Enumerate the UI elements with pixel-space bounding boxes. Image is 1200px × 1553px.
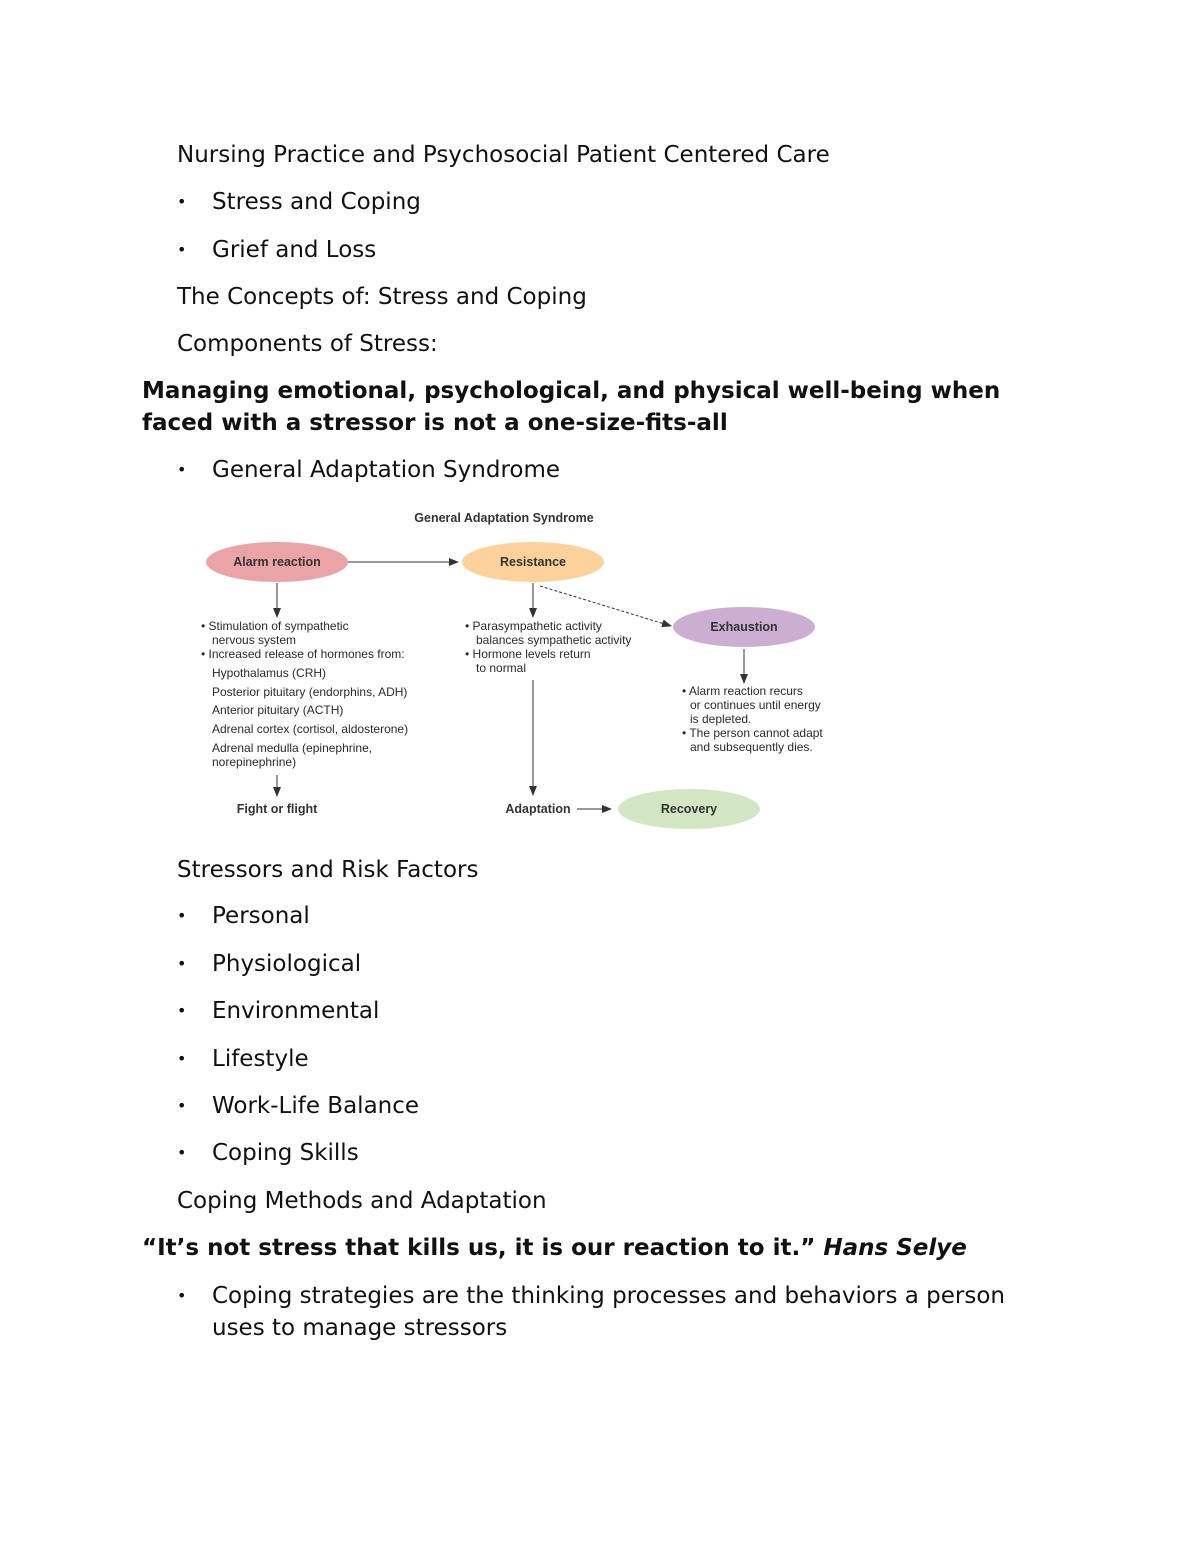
exhaustion-note-line: • The person cannot adapt (682, 726, 823, 740)
stressors-heading: Stressors and Risk Factors (177, 857, 479, 883)
gas-diagram (190, 500, 850, 840)
selye-quote (142, 1232, 1042, 1264)
alarm-note-line: nervous system (212, 633, 297, 647)
concepts-heading: The Concepts of: Stress and Coping (177, 284, 587, 310)
exhaustion-note-line: is depleted. (690, 712, 752, 726)
diagram-title: General Adaptation Syndrome (414, 511, 594, 525)
alarm-note-line: Anterior pituitary (ACTH) (212, 703, 344, 717)
resistance-note-line: • Hormone levels return (465, 647, 591, 661)
bullet-icon: • (177, 1286, 187, 1305)
stressor-item: Personal (212, 903, 310, 929)
alarm-note-line: • Stimulation of sympathetic (201, 619, 349, 633)
stressor-item: Coping Skills (212, 1140, 359, 1166)
stressor-item: Lifestyle (212, 1046, 309, 1072)
bullet-icon: • (177, 192, 187, 211)
coping-definition: Coping strategies are the thinking processes and behaviors a person uses to manage stressors (212, 1283, 1005, 1341)
bullet-icon: • (177, 906, 187, 925)
fight-or-flight-label: Fight or flight (236, 802, 318, 816)
alarm-note-line: norepinephrine) (212, 755, 297, 769)
exhaustion-label: Exhaustion (710, 620, 778, 634)
resistance-note-line: • Parasympathetic activity (465, 619, 602, 633)
alarm-note-line: Posterior pituitary (endorphins, ADH) (212, 685, 408, 699)
topic-item: Grief and Loss (212, 237, 377, 263)
bullet-icon: • (177, 460, 187, 479)
topic-item: Stress and Coping (212, 189, 421, 215)
components-heading: Components of Stress: (177, 331, 438, 357)
stressor-item: Physiological (212, 951, 362, 977)
coping-heading: Coping Methods and Adaptation (177, 1188, 547, 1214)
page-title: Nursing Practice and Psychosocial Patient Centered Care (177, 142, 830, 168)
quote-text: “It’s not stress that kills us, it is our reaction to it.” (142, 1235, 816, 1261)
quote-author: Hans Selye (823, 1235, 967, 1261)
bullet-icon: • (177, 240, 187, 259)
exhaustion-note-line: • Alarm reaction recurs (682, 684, 803, 698)
bullet-icon: • (177, 954, 187, 973)
bullet-icon: • (177, 1143, 187, 1162)
resistance-note-line: balances sympathetic activity (476, 633, 632, 647)
stressor-item: Work-Life Balance (212, 1093, 420, 1119)
alarm-note-line: Adrenal cortex (cortisol, aldosterone) (212, 722, 409, 736)
adaptation-label: Adaptation (505, 802, 571, 816)
alarm-reaction-label: Alarm reaction (233, 555, 321, 569)
stressor-item: Environmental (212, 998, 380, 1024)
gas-bullet: General Adaptation Syndrome (212, 457, 561, 483)
resistance-label: Resistance (499, 555, 567, 569)
exhaustion-note-line: or continues until energy (690, 698, 821, 712)
bullet-icon: • (177, 1096, 187, 1115)
bullet-icon: • (177, 1049, 187, 1068)
recovery-label: Recovery (660, 802, 718, 816)
bullet-icon: • (177, 1001, 187, 1020)
alarm-note-line: • Increased release of hormones from: (201, 647, 405, 661)
alarm-note-line: Hypothalamus (CRH) (212, 666, 327, 680)
alarm-note-line: Adrenal medulla (epinephrine, (212, 741, 373, 755)
resistance-note-line: to normal (476, 661, 527, 675)
emphasis-statement: Managing emotional, psychological, and physical well-being when faced with a stressor is not a one-size-fits-all (142, 378, 1001, 436)
exhaustion-note-line: and subsequently dies. (690, 740, 813, 754)
